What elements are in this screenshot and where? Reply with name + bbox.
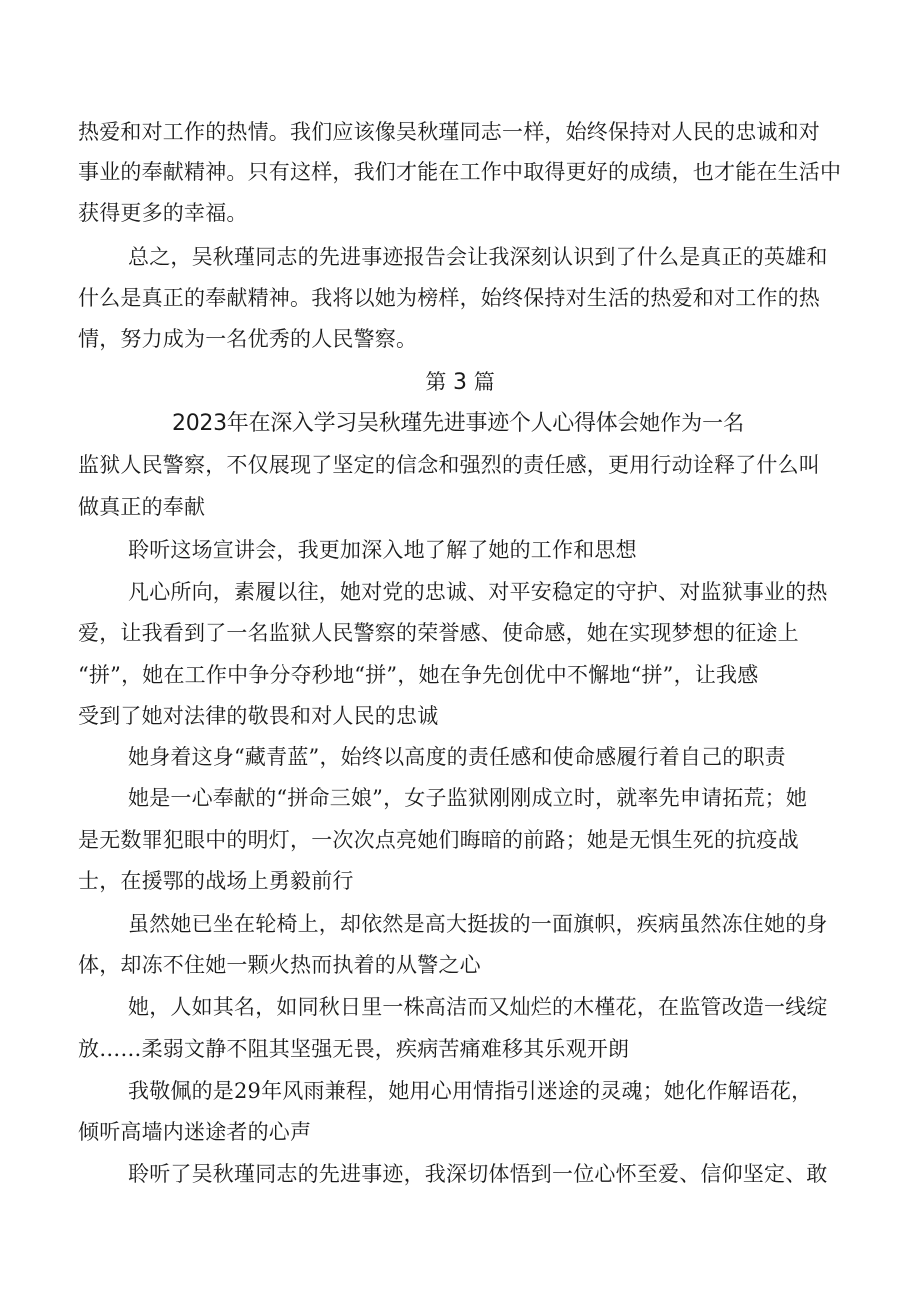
text-line: 受到了她对法律的敬畏和对人民的忠诚 (78, 704, 439, 728)
text-line: 聆听这场宣讲会，我更加深入地了解了她的工作和思想 (128, 538, 637, 562)
text-line: 监狱人民警察，不仅展现了坚定的信念和强烈的责任感，更用行动诠释了什么叫 (78, 453, 820, 477)
text-line: 凡心所向，素履以往，她对党的忠诚、对平安稳定的守护、对监狱事业的热 (128, 580, 828, 604)
text-line: 虽然她已坐在轮椅上，却依然是高大挺拔的一面旗帜，疾病虽然冻住她的身 (128, 912, 828, 936)
section-heading (0, 367, 920, 398)
section-heading-prefix: 第 (425, 370, 447, 394)
text-line: 热爱和对工作的热情。我们应该像吴秋瑾同志一样，始终保持对人民的忠诚和对 (78, 120, 820, 144)
text-line: 放……柔弱文静不阻其坚强无畏，疾病苦痛难移其乐观开朗 (78, 1037, 630, 1061)
text-line: 做真正的奉献 (78, 495, 206, 519)
text-line: 爱，让我看到了一名监狱人民警察的荣誉感、使命感，她在实现梦想的征途上 (78, 621, 799, 645)
text-line: 士，在援鄂的战场上勇毅前行 (78, 869, 354, 893)
text-line: 她是一心奉献的“拼命三娘”，女子监狱刚刚成立时，就率先申请拓荒；她 (128, 786, 808, 810)
text-line: 我敬佩的是29年风雨兼程，她用心用情指引迷途的灵魂；她化作解语花， (128, 1079, 813, 1103)
text-line: 是无数罪犯眼中的明灯，一次次点亮她们晦暗的前路；她是无惧生死的抗疫战 (78, 828, 799, 852)
text-line: 聆听了吴秋瑾同志的先进事迹，我深切体悟到一位心怀至爱、信仰坚定、敢 (128, 1162, 828, 1186)
article-title-line (172, 408, 848, 439)
text-line: “拼”，她在工作中争分夺秒地“拼”，她在争先创优中不懈地“拼”，让我感 (78, 663, 759, 687)
article-title-tail: 她作为一名 (639, 411, 745, 435)
text-line: 什么是真正的奉献精神。我将以她为榜样，始终保持对生活的热爱和对工作的热 (78, 286, 820, 310)
text-line: 情，努力成为一名优秀的人民警察。 (78, 327, 418, 351)
section-heading-number: 3 (453, 370, 467, 395)
text-line: 倾听高墙内迷途者的心声 (78, 1120, 312, 1144)
text-line: 她身着这身“藏青蓝”，始终以高度的责任感和使命感履行着自己的职责 (128, 745, 786, 769)
text-line: 总之，吴秋瑾同志的先进事迹报告会让我深刻认识到了什么是真正的英雄和 (128, 245, 828, 269)
section-heading-suffix: 篇 (473, 370, 495, 394)
text-line: 她，人如其名，如同秋日里一株高洁而又灿烂的木槿花，在监管改造一线绽 (128, 995, 828, 1019)
text-line: 获得更多的幸福。 (78, 201, 248, 225)
article-title: 2023年在深入学习吴秋瑾先进事迹个人心得体会 (172, 411, 640, 436)
text-line: 事业的奉献精神。只有这样，我们才能在工作中取得更好的成绩，也才能在生活中 (78, 160, 842, 184)
text-line: 体，却冻不住她一颗火热而执着的从警之心 (78, 953, 481, 977)
